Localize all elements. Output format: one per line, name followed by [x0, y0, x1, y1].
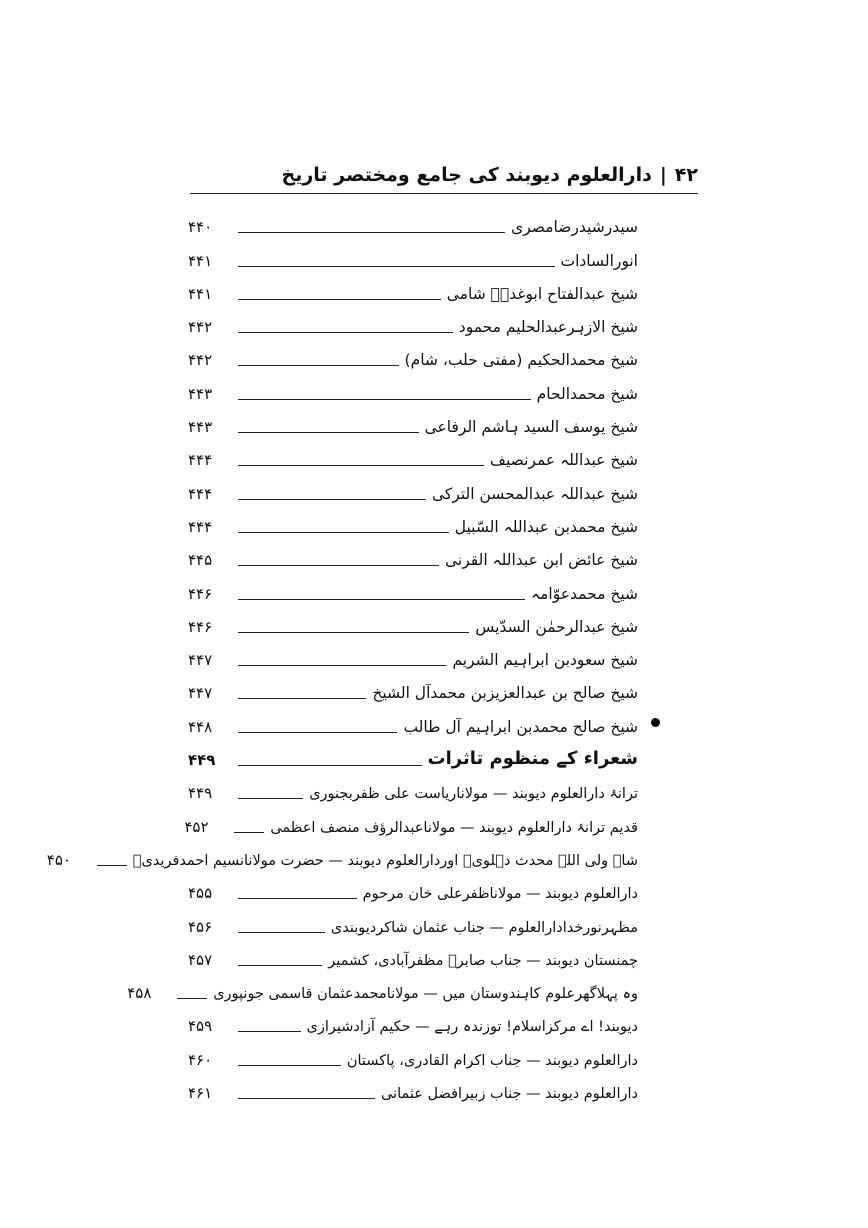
toc-entry	[188, 775, 638, 808]
toc-entry	[188, 609, 638, 642]
toc-entry-title: شیخ صالح محمدبن ابراہیم آل طالب	[403, 717, 638, 736]
toc-entry-title: شیخ محمدبن عبداللہ السّبیل	[454, 517, 638, 536]
toc-page-number: ۴۵۶	[188, 917, 213, 936]
header-rule	[190, 193, 698, 194]
toc-entry-title: دیوبند! اے مرکزاسلام! توزندہ رہے — حکیم آزادشیرازی	[306, 1019, 638, 1036]
toc-page-number: ۴۴۵	[188, 551, 213, 570]
toc-page-number: ۴۴۹	[188, 751, 216, 770]
toc-leader-line	[238, 532, 449, 533]
toc-entry	[188, 375, 638, 408]
toc-page-number: ۴۴۱	[188, 284, 213, 303]
running-header	[190, 158, 698, 192]
toc-entry-title: شیخ عبداللہ عبدالمحسن الترکی	[432, 484, 638, 503]
toc-entry	[46, 842, 638, 875]
toc-entry	[188, 942, 638, 975]
toc-leader-line	[238, 266, 555, 267]
toc-entry-title: شاہ ولی اللہ محدث دہلویؒ اوردارالعلوم دیوبند — حضرت مولانانسیم احمدفریدیؒ	[132, 852, 638, 869]
toc-leader-line	[238, 898, 357, 899]
toc-entry	[188, 1008, 638, 1041]
toc-entry-title: شعراء کے منظوم تاثرات	[427, 748, 638, 770]
toc-entry	[188, 242, 638, 275]
toc-entry-title: مظہرنورخدادارالعلوم — جناب عثمان شاکردیوبندی	[330, 919, 638, 936]
toc-entry-title: دارالعلوم دیوبند — جناب اکرام القادری، پاکستان	[346, 1052, 638, 1069]
toc-page-number: ۴۴۸	[188, 717, 213, 736]
toc-entry	[188, 475, 638, 508]
toc-entry-title: سیدرشیدرضامصری	[511, 218, 638, 237]
toc-entry	[188, 642, 638, 675]
toc-section-heading	[188, 742, 638, 775]
toc-entry-title: شیخ محمدالحکیم (مفتی حلب، شام)	[404, 351, 638, 370]
toc-leader-line	[238, 332, 453, 333]
toc-leader-line	[234, 832, 264, 833]
toc-leader-line	[238, 499, 426, 500]
toc-leader-line	[238, 632, 469, 633]
toc-entry	[188, 708, 638, 741]
toc-page-number: ۴۶۱	[188, 1084, 213, 1103]
toc-entry-title: شیخ عبدالرحمٰن السدّیس	[475, 617, 638, 636]
toc-page-number: ۴۴۰	[188, 218, 213, 237]
toc-leader-line	[238, 798, 303, 799]
toc-page-number: ۴۵۸	[127, 984, 152, 1003]
toc-page-number: ۴۵۲	[184, 817, 209, 836]
toc-page-number: ۴۴۷	[188, 684, 213, 703]
toc-leader-line	[238, 665, 446, 666]
toc-page-number: ۴۴۲	[188, 351, 213, 370]
toc-leader-line	[238, 299, 441, 300]
toc-entry-title: وہ پہلاگھرعلوم کاہندوستان میں — مولانامحمدعثمان قاسمی جونپوری	[213, 986, 638, 1003]
toc-entry-title: شیخ صالح بن عبدالعزیزبن محمدآل الشیخ	[372, 684, 638, 703]
section-bullet-icon	[651, 718, 660, 727]
toc-entry	[188, 342, 638, 375]
toc-entry	[184, 808, 638, 841]
toc-entry-title: شیخ الازہرعبدالحلیم محمود	[458, 318, 638, 337]
toc-page-number: ۴۴۱	[188, 251, 213, 270]
toc-entry-title: شیخ عائض ابن عبداللہ القرنی	[444, 551, 638, 570]
toc-page-number: ۴۴۳	[188, 384, 213, 403]
toc-entry-title: شیخ یوسف السید ہاشم الرفاعی	[424, 418, 638, 437]
toc-entry-title: قدیم ترانۂ دارالعلوم دیوبند — مولاناعبدالرؤف منصف اعظمی	[270, 819, 638, 836]
toc-page-number: ۴۴۴	[188, 451, 213, 470]
toc-leader-line	[238, 432, 419, 433]
toc-page-number: ۴۵۹	[188, 1017, 213, 1036]
toc-page-number: ۴۵۰	[46, 850, 71, 869]
toc-entry-title: شیخ سعودبن ابراہیم الشریم	[452, 651, 638, 670]
toc-page-number: ۴۴۴	[188, 517, 213, 536]
toc-leader-line	[238, 465, 484, 466]
toc-entry-title: دارالعلوم دیوبند — مولاناظفرعلی خان مرحوم	[362, 886, 638, 903]
toc-page-number: ۴۴۶	[188, 617, 213, 636]
toc-leader-line	[97, 865, 127, 866]
toc-entry-title: دارالعلوم دیوبند — جناب زبیرافضل عثمانی	[380, 1086, 638, 1103]
toc-leader-line	[238, 698, 366, 699]
toc-entry-title: شیخ محمدعوّامہ	[531, 584, 638, 603]
toc-entry-title: شیخ محمدالحام	[536, 384, 638, 403]
toc-leader-line	[238, 599, 525, 600]
toc-entry-title: ترانۂ دارالعلوم دیوبند — مولاناریاست علی ظفربجنوری	[309, 786, 638, 803]
toc-leader-line	[238, 965, 322, 966]
toc-entry-title: چمنستان دیوبند — جناب صابرؔ مظفرآبادی، کشمیر	[328, 952, 638, 969]
toc-entry	[188, 542, 638, 575]
toc-page-number: ۴۵۷	[188, 950, 213, 969]
toc-entry	[188, 1075, 638, 1108]
toc-entry	[188, 1041, 638, 1074]
toc-entry-title: شیخ عبداللہ عمرنصیف	[489, 451, 638, 470]
toc-leader-line	[238, 232, 505, 233]
toc-entry-title: شیخ عبدالفتاح ابوغدہؒ شامی	[446, 284, 638, 303]
toc-entry	[188, 442, 638, 475]
header-page-number: ۴۲	[674, 164, 698, 186]
header-separator: |	[659, 164, 667, 186]
toc-page-number: ۴۴۲	[188, 318, 213, 337]
toc-entry	[188, 875, 638, 908]
toc-entry	[188, 409, 638, 442]
toc-entry	[188, 209, 638, 242]
toc-entry	[188, 276, 638, 309]
toc-entry	[188, 908, 638, 941]
toc-page-number: ۴۴۷	[188, 651, 213, 670]
toc-entry-title: انورالسادات	[560, 251, 638, 270]
toc-entry	[188, 575, 638, 608]
toc-leader-line	[238, 365, 399, 366]
toc-page-number: ۴۴۴	[188, 484, 213, 503]
toc-page-number: ۴۴۶	[188, 584, 213, 603]
toc-leader-line	[238, 932, 325, 933]
toc-leader-line	[238, 1098, 375, 1099]
toc-leader-line	[238, 765, 422, 766]
toc-leader-line	[238, 565, 439, 566]
toc-leader-line	[238, 399, 531, 400]
toc-leader-line	[238, 732, 397, 733]
toc-page-number: ۴۶۰	[188, 1050, 213, 1069]
toc-entry	[188, 509, 638, 542]
toc-entry	[188, 309, 638, 342]
toc-entry	[188, 675, 638, 708]
toc-page-number: ۴۴۹	[188, 784, 213, 803]
toc-page-number: ۴۴۳	[188, 418, 213, 437]
toc-page-number: ۴۵۵	[188, 884, 213, 903]
toc-leader-line	[177, 998, 207, 999]
header-book-title: دارالعلوم دیوبند کی جامع ومختصر تاریخ	[281, 164, 652, 186]
toc-leader-line	[238, 1065, 341, 1066]
toc-entry	[127, 975, 638, 1008]
toc-leader-line	[238, 1031, 301, 1032]
table-of-contents	[46, 209, 638, 1108]
